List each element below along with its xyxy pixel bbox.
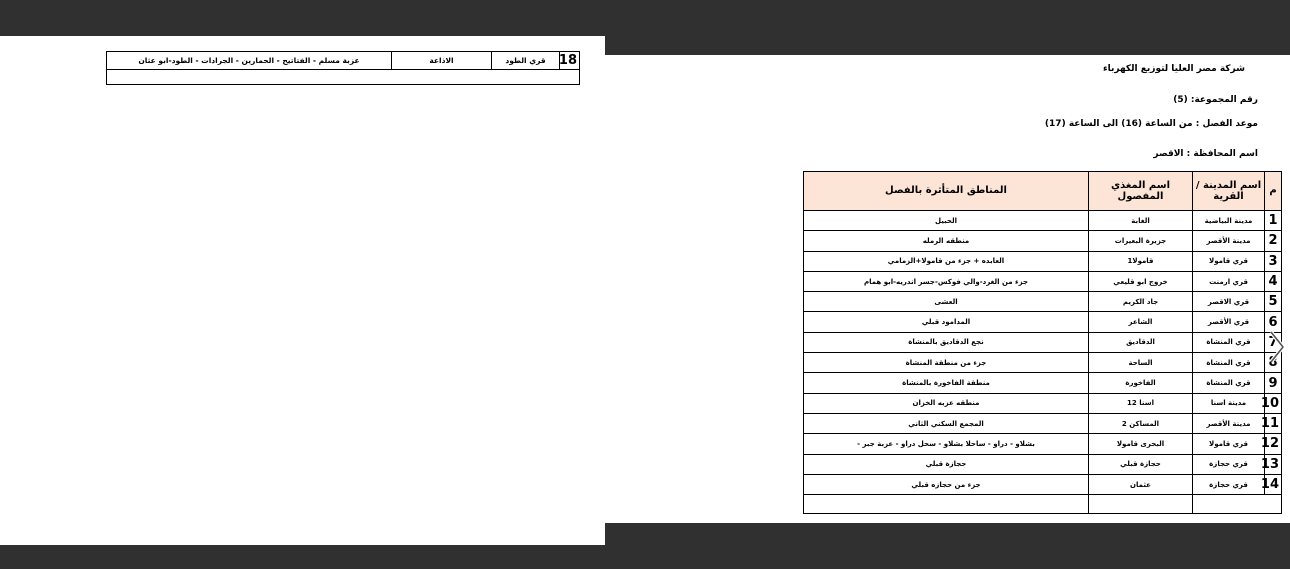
areas-cell: جزء من حجازه قبلي [804, 474, 1089, 494]
row-number: 11 [1265, 413, 1282, 433]
areas-cell: المدامود قبلي [804, 312, 1089, 332]
row-number: 13 [1265, 454, 1282, 474]
table-row [804, 231, 1282, 251]
table-row [804, 312, 1282, 332]
feeder-cell: اسنا 12 [1089, 393, 1193, 413]
table-row [804, 454, 1282, 474]
table-row [804, 413, 1282, 433]
table-row [804, 353, 1282, 373]
city-cell: قري المنشاة [1193, 373, 1265, 393]
row-number: 2 [1265, 231, 1282, 251]
feeder-cell: الغابة [1089, 211, 1193, 231]
table-row [804, 251, 1282, 271]
table-row [804, 332, 1282, 352]
city-cell: قري قامولا [1193, 434, 1265, 454]
city-cell: قري حجازة [1193, 454, 1265, 474]
city-cell: مدينة الأقصر [1193, 231, 1265, 251]
feeder-cell: الفاخورة [1089, 373, 1193, 393]
row-number: 9 [1265, 373, 1282, 393]
areas-cell: الحبيل [804, 211, 1089, 231]
chevron-right-icon [1268, 329, 1286, 365]
load-shedding-table [803, 171, 1282, 514]
row-number: 7 [1265, 332, 1282, 352]
table-row [804, 292, 1282, 312]
row-number: 6 [1265, 312, 1282, 332]
areas-cell: المجمع السكني الثاني [804, 413, 1089, 433]
city-cell: قري حجازة [1193, 474, 1265, 494]
areas-cell: عزبة مسلم - الفتاتيح - الحمارين - الجرادات - الطود-ابو عثان [107, 52, 392, 70]
areas-cell: العابده + جزء من قامولا+الزمامي [804, 251, 1089, 271]
table-row [804, 474, 1282, 494]
row-number: 1 [1265, 211, 1282, 231]
city-cell: قري المنشاة [1193, 353, 1265, 373]
areas-cell: جزء من منطقة المنشاة [804, 353, 1089, 373]
feeder-cell: قامولا1 [1089, 251, 1193, 271]
feeder-cell: جزيرة البعيرات [1089, 231, 1193, 251]
header-num: م [1265, 172, 1282, 211]
cutoff-time: موعد الفصل : من الساعة (16) الى الساعة (17) [1044, 119, 1258, 129]
company-name: شركة مصر العليا لتوزيع الكهرباء [1103, 64, 1245, 74]
areas-cell: جزء من الغرد-والي فوكس-جسر اندريه-ابو همام [804, 271, 1089, 291]
row-number: 8 [1265, 353, 1282, 373]
feeder-cell: جاد الكريم [1089, 292, 1193, 312]
areas-cell: العشى [804, 292, 1089, 312]
table-row [804, 393, 1282, 413]
city-cell: قري الأقصر [1193, 312, 1265, 332]
document-page-left [0, 36, 605, 545]
areas-cell: نجع الدقاديق بالمنشاة [804, 332, 1089, 352]
table-row [804, 271, 1282, 291]
group-number: رقم المجموعة: (5) [1173, 95, 1258, 105]
table-body [804, 211, 1282, 514]
feeder-cell: المساكن 2 [1089, 413, 1193, 433]
document-page-right [605, 55, 1290, 523]
table-row [804, 373, 1282, 393]
table-row [804, 434, 1282, 454]
city-cell: مدينة الأقصر [1193, 413, 1265, 433]
feeder-cell: حجازة قبلي [1089, 454, 1193, 474]
table-row [804, 211, 1282, 231]
city-cell: قري المنشاة [1193, 332, 1265, 352]
empty-row [804, 495, 1282, 514]
previous-table-fragment [106, 51, 580, 85]
row-number: 18 [560, 52, 580, 70]
feeder-cell: الساحة [1089, 353, 1193, 373]
areas-cell: بشلاو - دراو - ساحلا بشلاو - سحل دراو - عزبة جبر - [804, 434, 1089, 454]
empty-row [107, 70, 580, 85]
feeder-cell: الاذاعة [392, 52, 492, 70]
governorate-name: اسم المحافظة : الاقصر [1153, 149, 1258, 159]
areas-cell: منطقه عزبه الخزان [804, 393, 1089, 413]
table-header-row [804, 172, 1282, 211]
table-row [107, 52, 580, 70]
row-number: 14 [1265, 474, 1282, 494]
city-cell: قري الاقصر [1193, 292, 1265, 312]
row-number: 4 [1265, 271, 1282, 291]
areas-cell: منطقة الفاخورة بالمنشاة [804, 373, 1089, 393]
row-number: 5 [1265, 292, 1282, 312]
city-cell: قري قامولا [1193, 251, 1265, 271]
header-feeder: اسم المغذي المفصول [1089, 172, 1193, 211]
feeder-cell: عثمان [1089, 474, 1193, 494]
city-cell: مدينة البياضية [1193, 211, 1265, 231]
row-number: 3 [1265, 251, 1282, 271]
next-page-arrow[interactable] [1264, 324, 1290, 370]
city-cell: قري ارمنت [1193, 271, 1265, 291]
areas-cell: حجازة قبلي [804, 454, 1089, 474]
feeder-cell: خروج ابو قليعي [1089, 271, 1193, 291]
row-number: 12 [1265, 434, 1282, 454]
feeder-cell: الشاعر [1089, 312, 1193, 332]
city-cell: مدينة اسنا [1193, 393, 1265, 413]
row-number: 10 [1265, 393, 1282, 413]
feeder-cell: الدقاديق [1089, 332, 1193, 352]
feeder-cell: البحرى قامولا [1089, 434, 1193, 454]
header-areas: المناطق المتأثرة بالفصل [804, 172, 1089, 211]
areas-cell: منطقه الرمله [804, 231, 1089, 251]
header-city: اسم المدينة / القرية [1193, 172, 1265, 211]
city-cell: قري الطود [492, 52, 560, 70]
